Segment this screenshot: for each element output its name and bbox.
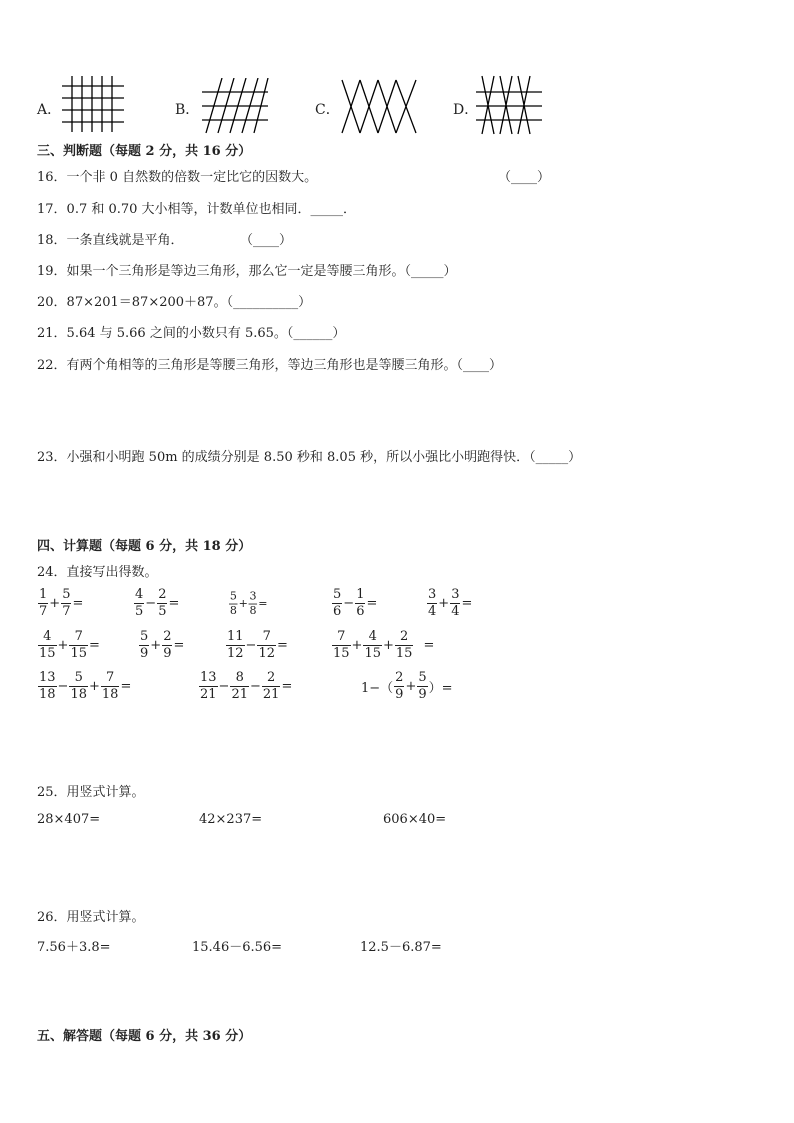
option-b-label: B． xyxy=(175,102,200,118)
fraction: $\frac{4}{15}$ xyxy=(39,629,56,661)
fraction: $\frac{4}{5}$ xyxy=(135,587,144,619)
question-21: 21．5.64 与 5.66 之间的小数只有 5.65。（______） xyxy=(37,326,346,341)
fraction-problem: $\frac{7}{15}$ + $\frac{4}{15}$ + $\frac{2}{15}$ = xyxy=(333,629,435,661)
fraction: $\frac{4}{15}$ xyxy=(364,629,381,661)
fraction: $\frac{7}{12}$ xyxy=(258,629,275,661)
fraction: $\frac{2}{15}$ xyxy=(395,629,413,661)
calc-item: 606×40= xyxy=(383,812,447,827)
fraction-problem: $\frac{5}{9}$ + $\frac{2}{9}$ = xyxy=(140,629,185,661)
fraction-problem: $\frac{5}{6}$ − $\frac{1}{6}$ = xyxy=(333,587,378,619)
fraction: $\frac{5}{9}$ xyxy=(418,670,427,702)
fraction: $\frac{3}{8}$ xyxy=(249,590,257,618)
question-18-blank: （____） xyxy=(240,233,293,248)
fraction: $\frac{2}{9}$ xyxy=(163,629,172,661)
fraction: $\frac{2}{9}$ xyxy=(395,670,404,702)
fraction-problem: $\frac{5}{8}$ + $\frac{3}{8}$ = xyxy=(229,590,268,618)
fraction: $\frac{7}{15}$ xyxy=(333,629,350,661)
fraction: $\frac{3}{4}$ xyxy=(428,587,437,619)
grid-lines-icon xyxy=(62,76,128,134)
fraction: $\frac{5}{6}$ xyxy=(333,587,342,619)
option-c-label: C． xyxy=(315,102,340,118)
question-23: 23．小强和小明跑 50m 的成绩分别是 8.50 秒和 8.05 秒，所以小强比小明跑得快．（_____） xyxy=(37,450,582,465)
crossing-lines-with-horizontals-icon xyxy=(476,74,546,136)
option-a-label: A． xyxy=(37,102,62,118)
fraction-problem: $\frac{1}{7}$ + $\frac{5}{7}$ = xyxy=(39,587,84,619)
fraction-problem: $\frac{3}{4}$ + $\frac{3}{4}$ = xyxy=(428,587,473,619)
question-17: 17．0.7 和 0.70 大小相等，计数单位也相同．_____． xyxy=(37,202,357,217)
question-25: 25．用竖式计算。 xyxy=(37,785,145,800)
fraction: $\frac{2}{21}$ xyxy=(262,670,280,702)
question-26: 26．用竖式计算。 xyxy=(37,910,145,925)
fraction: $\frac{11}{12}$ xyxy=(227,629,244,661)
fraction-problem: $\frac{11}{12}$ − $\frac{7}{12}$ = xyxy=(227,629,288,661)
fraction: $\frac{13}{18}$ xyxy=(39,670,56,702)
fraction-problem: $\frac{4}{15}$ + $\frac{7}{15}$ = xyxy=(39,629,100,661)
fraction: $\frac{3}{4}$ xyxy=(451,587,460,619)
question-20: 20．87×201＝87×200＋87。（__________） xyxy=(37,295,312,310)
question-16: 16．一个非 0 自然数的倍数一定比它的因数大。 xyxy=(37,170,318,185)
question-18: 18．一条直线就是平角． xyxy=(37,233,184,248)
fraction: $\frac{1}{7}$ xyxy=(39,587,48,619)
fraction: $\frac{13}{21}$ xyxy=(200,670,217,702)
fraction-problem: $\frac{4}{5}$ − $\frac{2}{5}$ = xyxy=(135,587,180,619)
crossing-zigzag-lines-icon xyxy=(340,78,420,136)
section-5-title: 五、解答题（每题 6 分，共 36 分） xyxy=(37,1029,252,1044)
fraction-problem: $\frac{13}{21}$ − $\frac{8}{21}$ − $\frac{2}{21}$ = xyxy=(200,670,293,702)
fraction: $\frac{2}{5}$ xyxy=(158,587,167,619)
fraction: $\frac{7}{15}$ xyxy=(70,629,87,661)
fraction: $\frac{8}{21}$ xyxy=(231,670,248,702)
calc-item: 7.56＋3.8= xyxy=(37,940,111,955)
calc-item: 28×407= xyxy=(37,812,101,827)
calc-item: 15.46－6.56= xyxy=(192,940,283,955)
calc-item: 12.5－6.87= xyxy=(360,940,442,955)
section-4-title: 四、计算题（每题 6 分，共 18 分） xyxy=(37,539,252,554)
slanted-parallel-lines-icon xyxy=(200,78,270,134)
question-24: 24．直接写出得数。 xyxy=(37,565,158,580)
fraction: $\frac{1}{6}$ xyxy=(356,587,365,619)
question-19: 19．如果一个三角形是等边三角形，那么它一定是等腰三角形。（_____） xyxy=(37,264,457,279)
section-3-title: 三、判断题（每题 2 分，共 16 分） xyxy=(37,144,252,159)
fraction: $\frac{7}{18}$ xyxy=(101,670,119,702)
question-16-blank: （____） xyxy=(498,170,551,185)
fraction: $\frac{5}{7}$ xyxy=(62,587,71,619)
fraction: $\frac{5}{8}$ xyxy=(229,590,237,618)
fraction-problem: $\frac{13}{18}$ − $\frac{5}{18}$ + $\frac{7}{18}$ = xyxy=(39,670,132,702)
fraction: $\frac{5}{18}$ xyxy=(70,670,87,702)
fraction-problem: 1−（ $\frac{2}{9}$ + $\frac{5}{9}$ ）= xyxy=(361,670,453,702)
option-d-label: D． xyxy=(453,102,479,118)
fraction: $\frac{5}{9}$ xyxy=(140,629,149,661)
calc-item: 42×237= xyxy=(199,812,263,827)
question-22: 22．有两个角相等的三角形是等腰三角形，等边三角形也是等腰三角形。（____） xyxy=(37,358,503,373)
